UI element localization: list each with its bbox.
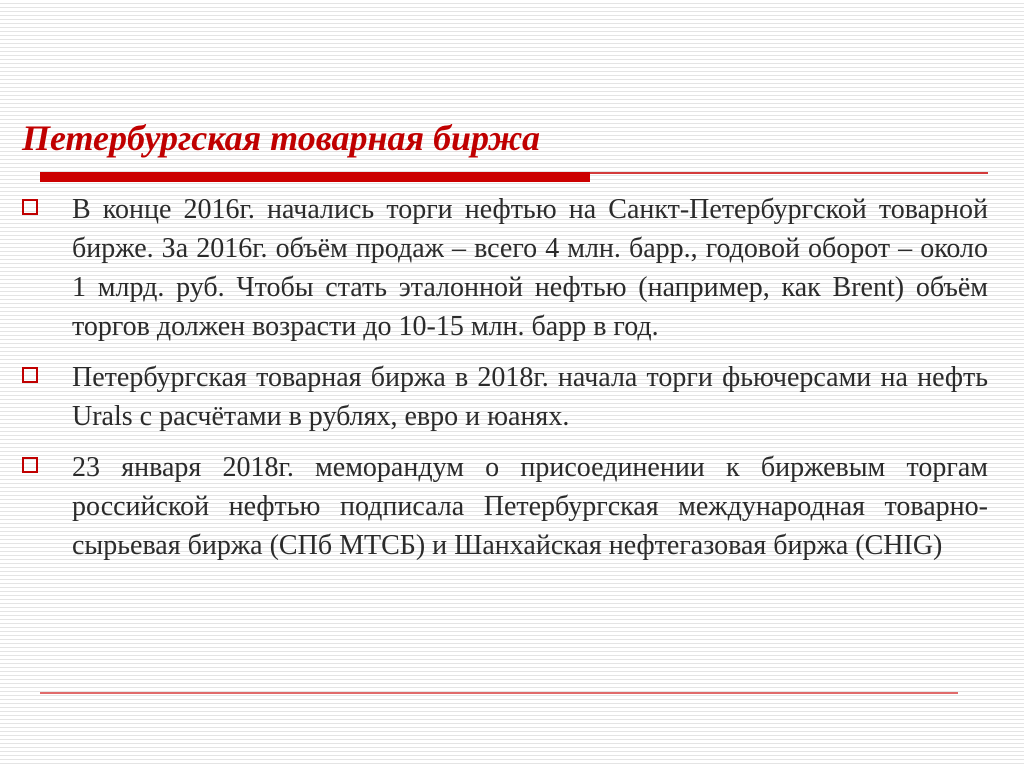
bullet-text-2: Петербургская товарная биржа в 2018г. начала торги фьючерсами на нефть Urals с расчётами в рублях, евро и юанях. bbox=[72, 362, 988, 432]
title-underline-thick bbox=[40, 172, 590, 182]
bottom-divider bbox=[40, 692, 958, 694]
bullet-item-2 bbox=[22, 358, 988, 436]
bullet-list bbox=[22, 190, 988, 577]
bullet-text-1: В конце 2016г. начались торги нефтью на Санкт-Петербургской товарной бирже. За 2016г. объём продаж – всего 4 млн. барр., годовой оборот – около 1 млрд. руб. Чтобы стать эталонной нефтью (например, как Brent) объём торгов должен возрасти до 10-15 млн. барр в год. bbox=[72, 194, 988, 342]
bullet-item-1 bbox=[22, 190, 988, 346]
square-bullet-icon bbox=[22, 457, 38, 473]
bullet-text-3: 23 января 2018г. меморандум о присоединении к биржевым торгам российской нефтью подписала Петербургская международная товарно-сырьевая биржа (СПб МТСБ) и Шанхайская нефтегазовая биржа (CHIG) bbox=[72, 452, 988, 561]
square-bullet-icon bbox=[22, 367, 38, 383]
square-bullet-icon bbox=[22, 199, 38, 215]
slide-title: Петербургская товарная биржа bbox=[22, 118, 540, 158]
bullet-item-3 bbox=[22, 448, 988, 565]
